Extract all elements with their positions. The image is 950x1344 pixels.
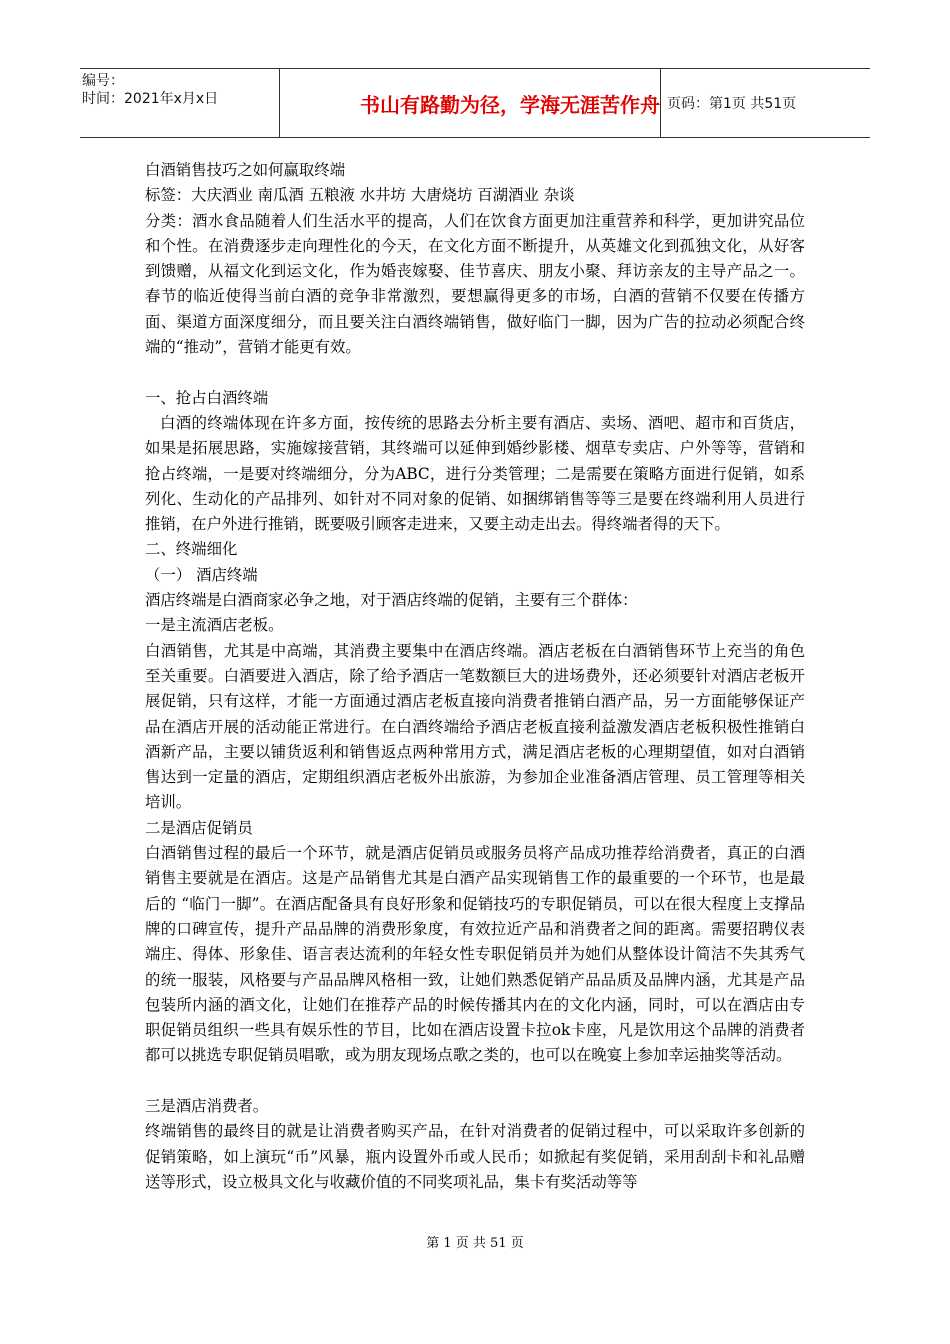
spacer <box>145 1069 805 1094</box>
group1-heading: 一是主流酒店老板。 <box>145 616 284 635</box>
date-label: 时间：2021年x月x日 <box>82 91 219 107</box>
group3-paragraph: 终端销售的最终目的就是让消费者购买产品，在针对消费者的促销过程中，可以采取许多创新的促销策略，如上演玩“币”风暴，瓶内设置外币或人民币；如掀起有奖促销，采用刮刮卡和礼品赠送等形式，设立极具文化与收藏价值的不同奖项礼品，集卡有奖活动等等 <box>145 1122 805 1191</box>
header-meta <box>82 72 270 108</box>
group3-heading: 三是酒店消费者。 <box>145 1096 269 1115</box>
group2-heading: 二是酒店促销员 <box>145 818 253 837</box>
section2-heading: 二、终端细化 <box>145 540 238 559</box>
subsection1-heading: （一） 酒店终端 <box>145 565 258 584</box>
subsection1-intro: 酒店终端是白酒商家必争之地，对于酒店终端的促销，主要有三个群体： <box>145 591 638 610</box>
page-footer: 第 1 页 共 51 页 <box>426 1236 524 1251</box>
group2-paragraph: 白酒销售过程的最后一个环节，就是酒店促销员或服务员将产品成功推荐给消费者，真正的白酒销售主要就是在酒店。这是产品销售尤其是白酒产品实现销售工作的最重要的一个环节，也是最后的 “临门一脚”。在酒店配备具有良好形象和促销技巧的专职促销员，可以在很大程度上支撑品牌的口碑宣传，提升产品品牌的消费形象度，有效拉近产品和消费者之间的距离。需要招聘仪表端庄、得体、形象佳、语言表达流利的年轻女性专职促销员并为她们从整体设计简洁不失其秀气的统一服装，风格要与产品品牌风格相一致，让她们熟悉促销产品品质及品牌内涵，尤其是产品包装所内涵的酒文化，让她们在推荐产品的时候传播其内在的文化内涵，同时，可以在酒店由专职促销员组织一些具有娱乐性的节目，比如在酒店设置卡拉ok卡座，凡是饮用这个品牌的消费者都可以挑选专职促销员唱歌，或为朋友现场点歌之类的，也可以在晚宴上参加幸运抽奖等活动。 <box>145 844 805 1065</box>
spacer <box>145 360 805 385</box>
document-title: 白酒销售技巧之如何赢取终端 <box>145 161 346 179</box>
header-motto: 书山有路勤为径，学海无涯苦作舟 <box>360 92 660 117</box>
number-label: 编号： <box>82 73 124 89</box>
group1-paragraph: 白酒销售，尤其是中高端，其消费主要集中在酒店终端。酒店老板在白酒销售环节上充当的角色至关重要。白酒要进入酒店，除了给予酒店一笔数额巨大的进场费外，还必须要针对酒店老板开展促销，只有这样，才能一方面通过酒店老板直接向消费者推销白酒产品，另一方面能够保证产品在酒店开展的活动能正常进行。在白酒终端给予酒店老板直接利益激发酒店老板积极性推销白酒新产品，主要以铺货返利和销售返点两种常用方式，满足酒店老板的心理期望值，如对白酒销售达到一定量的酒店，定期组织酒店老板外出旅游，为参加企业准备酒店管理、员工管理等相关培训。 <box>145 641 805 812</box>
section1-heading: 一、抢占白酒终端 <box>145 388 269 407</box>
document-body <box>145 158 805 1195</box>
header-page-info: 页码：第1页 共51页 <box>667 96 797 112</box>
document-tags: 标签：大庆酒业 南瓜酒 五粮液 水井坊 大唐烧坊 百湖酒业 杂谈 <box>145 186 575 205</box>
intro-paragraph: 分类：酒水食品随着人们生活水平的提高，人们在饮食方面更加注重营养和科学，更加讲究品位和个性。在消费逐步走向理性化的今天，在文化方面不断提升，从英雄文化到孤独文化，从好客到馈赠，从福文化到运文化，作为婚丧嫁娶、佳节喜庆、朋友小聚、拜访亲友的主导产品之一。春节的临近使得当前白酒的竞争非常激烈，要想赢得更多的市场，白酒的营销不仅要在传播方面、渠道方面深度细分，而且要关注白酒终端销售，做好临门一脚，因为广告的拉动必须配合终端的“推动”，营销才能更有效。 <box>145 211 805 357</box>
header-divider-right <box>660 69 661 137</box>
page-header <box>80 68 870 138</box>
section1-paragraph: 白酒的终端体现在许多方面，按传统的思路去分析主要有酒店、卖场、酒吧、超市和百货店，如果是拓展思路，实施嫁接营销，其终端可以延伸到婚纱影楼、烟草专卖店、户外等等，营销和抢占终端，一是要对终端细分，分为ABC，进行分类管理；二是需要在策略方面进行促销，如系列化、生动化的产品排列、如针对不同对象的促销、如捆绑销售等等三是要在终端利用人员进行推销，在户外进行推销，既要吸引顾客走进来，又要主动走出去。得终端者得的天下。 <box>145 413 805 534</box>
